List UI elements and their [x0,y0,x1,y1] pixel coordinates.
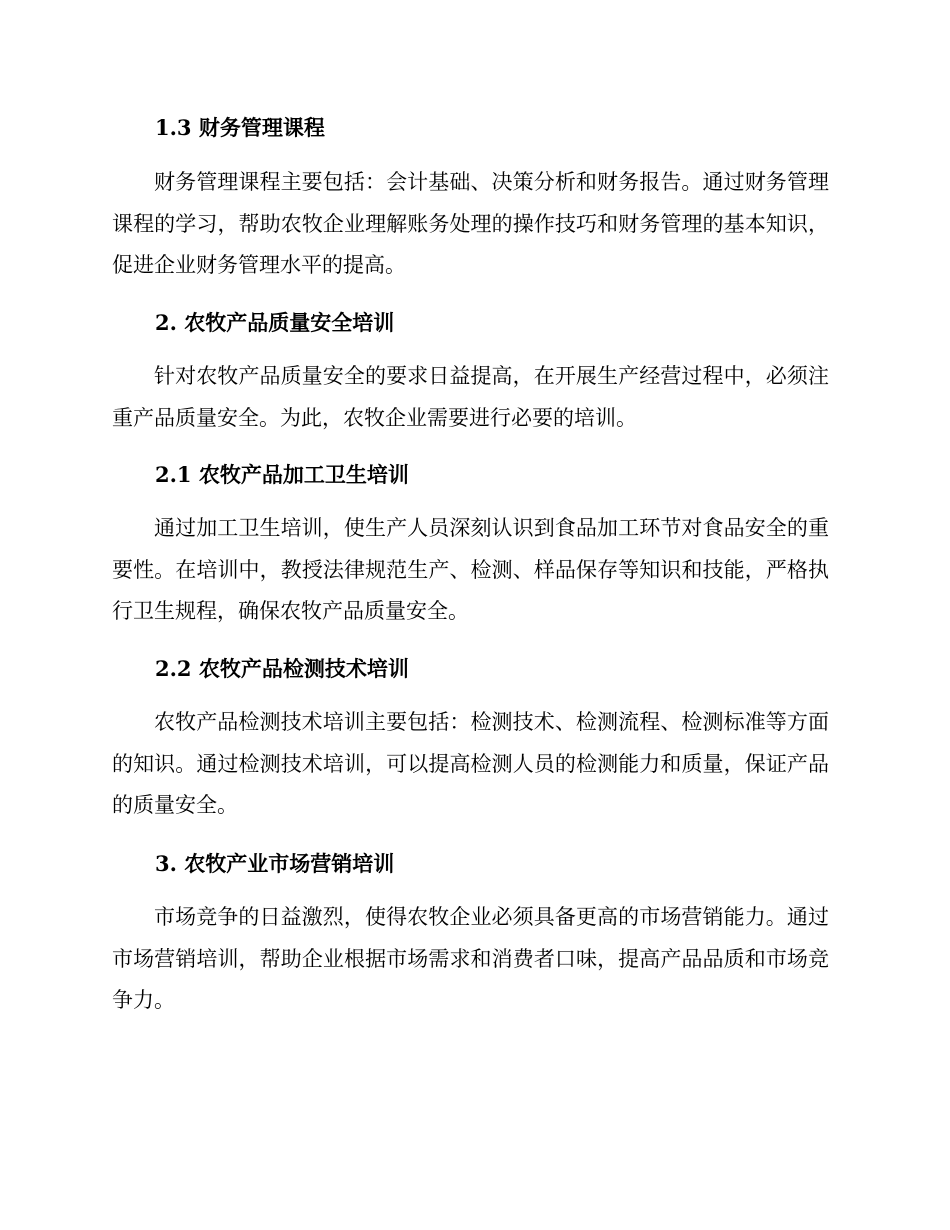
section-heading-2: 2. 农牧产品质量安全培训 [155,310,395,335]
section-heading-1-3: 1.3 财务管理课程 [155,115,325,140]
section-body-3: 市场竞争的日益激烈，使得农牧企业必须具备更高的市场营销能力。通过市场营销培训，帮助企业根据市场需求和消费者口味，提高产品品质和市场竞争力。 [112,905,829,1012]
section-heading-2-2: 2.2 农牧产品检测技术培训 [155,656,409,681]
section-heading-3: 3. 农牧产业市场营销培训 [155,851,395,876]
section-heading-2-1: 2.1 农牧产品加工卫生培训 [155,462,409,487]
section-body-2-1: 通过加工卫生培训，使生产人员深刻认识到食品加工环节对食品安全的重要性。在培训中，教授法律规范生产、检测、样品保存等知识和技能，严格执行卫生规程，确保农牧产品质量安全。 [112,516,829,623]
section-body-2-2: 农牧产品检测技术培训主要包括：检测技术、检测流程、检测标准等方面的知识。通过检测技术培训，可以提高检测人员的检测能力和质量，保证产品的质量安全。 [112,710,829,817]
section-body-2: 针对农牧产品质量安全的要求日益提高，在开展生产经营过程中，必须注重产品质量安全。为此，农牧企业需要进行必要的培训。 [112,364,829,430]
section-body-1-3: 财务管理课程主要包括：会计基础、决策分析和财务报告。通过财务管理课程的学习，帮助农牧企业理解账务处理的操作技巧和财务管理的基本知识，促进企业财务管理水平的提高。 [112,170,829,277]
